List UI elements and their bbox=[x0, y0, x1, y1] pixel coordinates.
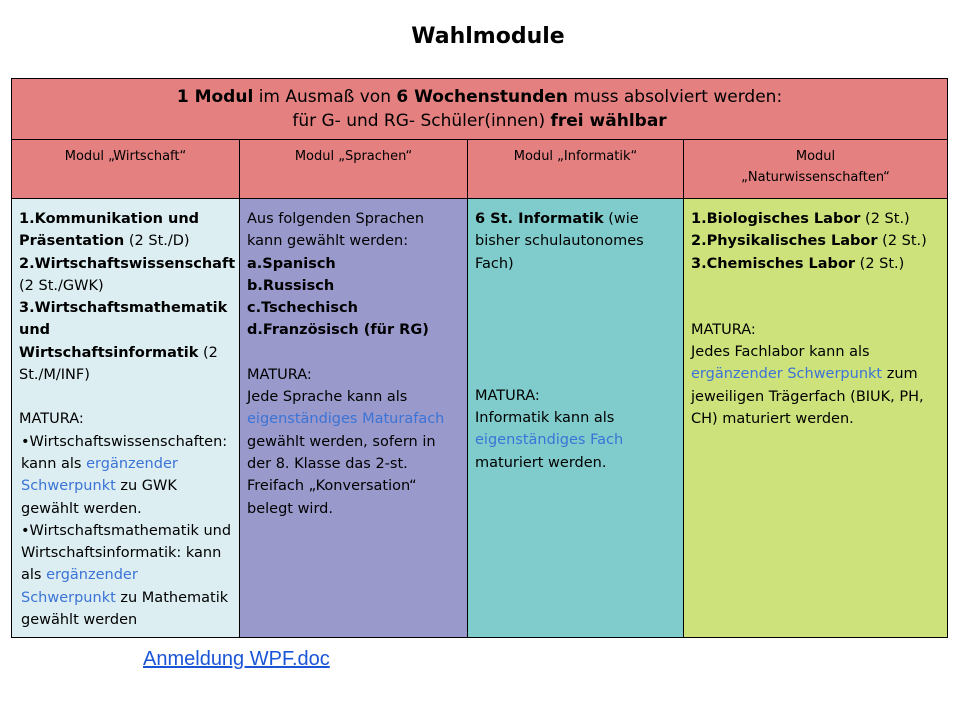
item-detail: (2 St.) bbox=[877, 233, 927, 250]
item-title: 3.Chemisches Labor bbox=[691, 255, 856, 272]
header-text: im Ausmaß von bbox=[253, 87, 397, 107]
list-item bbox=[691, 253, 941, 275]
module-heading-naturwissenschaften bbox=[684, 140, 948, 199]
highlight-text: ergänzender Schwerpunkt bbox=[21, 455, 178, 495]
header-modul-count: 1 Modul bbox=[176, 87, 254, 107]
item-title: c.Tschechisch bbox=[247, 300, 358, 317]
matura-text-part: Informatik kann als bbox=[475, 410, 615, 427]
matura-text-part: maturiert werden. bbox=[475, 454, 607, 471]
highlight-text: ergänzender Schwerpunkt bbox=[21, 567, 138, 606]
item-detail: (2 St.) bbox=[855, 255, 905, 272]
matura-label: MATURA: bbox=[475, 387, 540, 404]
highlight-text: eigenständiges Fach bbox=[475, 432, 624, 449]
header-text: muss absolviert werden: bbox=[568, 87, 783, 107]
item-detail: (wie bisher schulautonomes Fach) bbox=[475, 211, 644, 272]
module-cell-informatik bbox=[468, 199, 684, 638]
list-item bbox=[691, 208, 941, 230]
matura-text bbox=[247, 386, 461, 520]
matura-label: MATURA: bbox=[691, 321, 756, 338]
list-item bbox=[691, 230, 941, 252]
header-text: für G- und RG- Schüler(innen) bbox=[292, 111, 551, 131]
bullet-text: zu GWK gewählt werden. bbox=[21, 478, 177, 517]
bullet-item bbox=[19, 431, 233, 520]
wahlmodule-table bbox=[11, 78, 948, 638]
item-detail: (2 St./M/INF) bbox=[19, 344, 218, 384]
module-cell-naturwissenschaften bbox=[684, 199, 948, 638]
item-title: a.Spanisch bbox=[247, 255, 336, 272]
matura-label: MATURA: bbox=[19, 411, 84, 428]
module-cell-sprachen bbox=[240, 199, 468, 638]
item-title: 1.Biologisches Labor bbox=[691, 211, 861, 227]
highlight-text: ergänzender Schwerpunkt bbox=[691, 366, 883, 383]
matura-text-part: zum jeweiligen Trägerfach (BIUK, PH, CH) maturiert werden. bbox=[691, 366, 924, 428]
intro-text: Aus folgenden Sprachen kann gewählt werden: bbox=[247, 211, 425, 250]
list-item bbox=[247, 297, 461, 319]
module-heading-label: Modul „Naturwissenschaften“ bbox=[741, 149, 890, 185]
module-heading-informatik: Modul „Informatik“ bbox=[468, 140, 684, 199]
bullet-text: •Wirtschaftswissenschaften: kann als bbox=[21, 433, 228, 472]
item-title: b.Russisch bbox=[247, 277, 335, 294]
matura-text bbox=[691, 341, 941, 430]
matura-text-part: Jedes Fachlabor kann als bbox=[691, 344, 870, 361]
matura-text-part: gewählt werden, sofern in der 8. Klasse das 2-st. Freifach „Konversation“ belegt wird. bbox=[247, 433, 436, 517]
item-detail: (2 St./GWK) bbox=[19, 277, 104, 294]
item-detail: (2 St./D) bbox=[124, 233, 190, 250]
header-hours: 6 Wochenstunden bbox=[396, 87, 569, 107]
anmeldung-link[interactable]: Anmeldung WPF.doc bbox=[143, 648, 330, 670]
module-heading-wirtschaft: Modul „Wirtschaft“ bbox=[12, 140, 240, 199]
list-item bbox=[19, 208, 233, 253]
bullet-text: zu Mathematik gewählt werden bbox=[21, 589, 229, 629]
module-cell-wirtschaft bbox=[12, 199, 240, 638]
matura-text bbox=[475, 407, 677, 474]
item-title: d.Französisch (für RG) bbox=[247, 322, 429, 339]
list-item bbox=[247, 319, 461, 341]
list-item bbox=[19, 297, 233, 386]
item-title: 1.Kommunikation und Präsentation bbox=[19, 211, 200, 250]
item-title: 6 St. Informatik bbox=[475, 211, 604, 227]
header-free-choice: frei wählbar bbox=[550, 111, 667, 131]
module-heading-sprachen: Modul „Sprachen“ bbox=[240, 140, 468, 199]
list-item bbox=[247, 275, 461, 297]
item-detail: (2 St.) bbox=[860, 211, 910, 227]
list-item bbox=[475, 208, 677, 275]
item-title: 3.Wirtschaftsmathematik und Wirtschaftsinformatik bbox=[19, 300, 228, 361]
list-item bbox=[19, 253, 236, 298]
page-title: Wahlmodule bbox=[411, 24, 565, 49]
bullet-item bbox=[19, 520, 233, 631]
item-title: 2.Wirtschaftswissenschaft bbox=[19, 255, 236, 272]
item-title: 2.Physikalisches Labor bbox=[691, 233, 878, 250]
matura-label: MATURA: bbox=[247, 366, 312, 383]
list-item bbox=[247, 253, 461, 275]
matura-text-part: Jede Sprache kann als bbox=[247, 389, 408, 406]
bullet-text: •Wirtschaftsmathematik und Wirtschaftsinformatik: kann als bbox=[21, 522, 232, 584]
requirement-header bbox=[12, 79, 948, 140]
highlight-text: eigenständiges Maturafach bbox=[247, 411, 445, 428]
